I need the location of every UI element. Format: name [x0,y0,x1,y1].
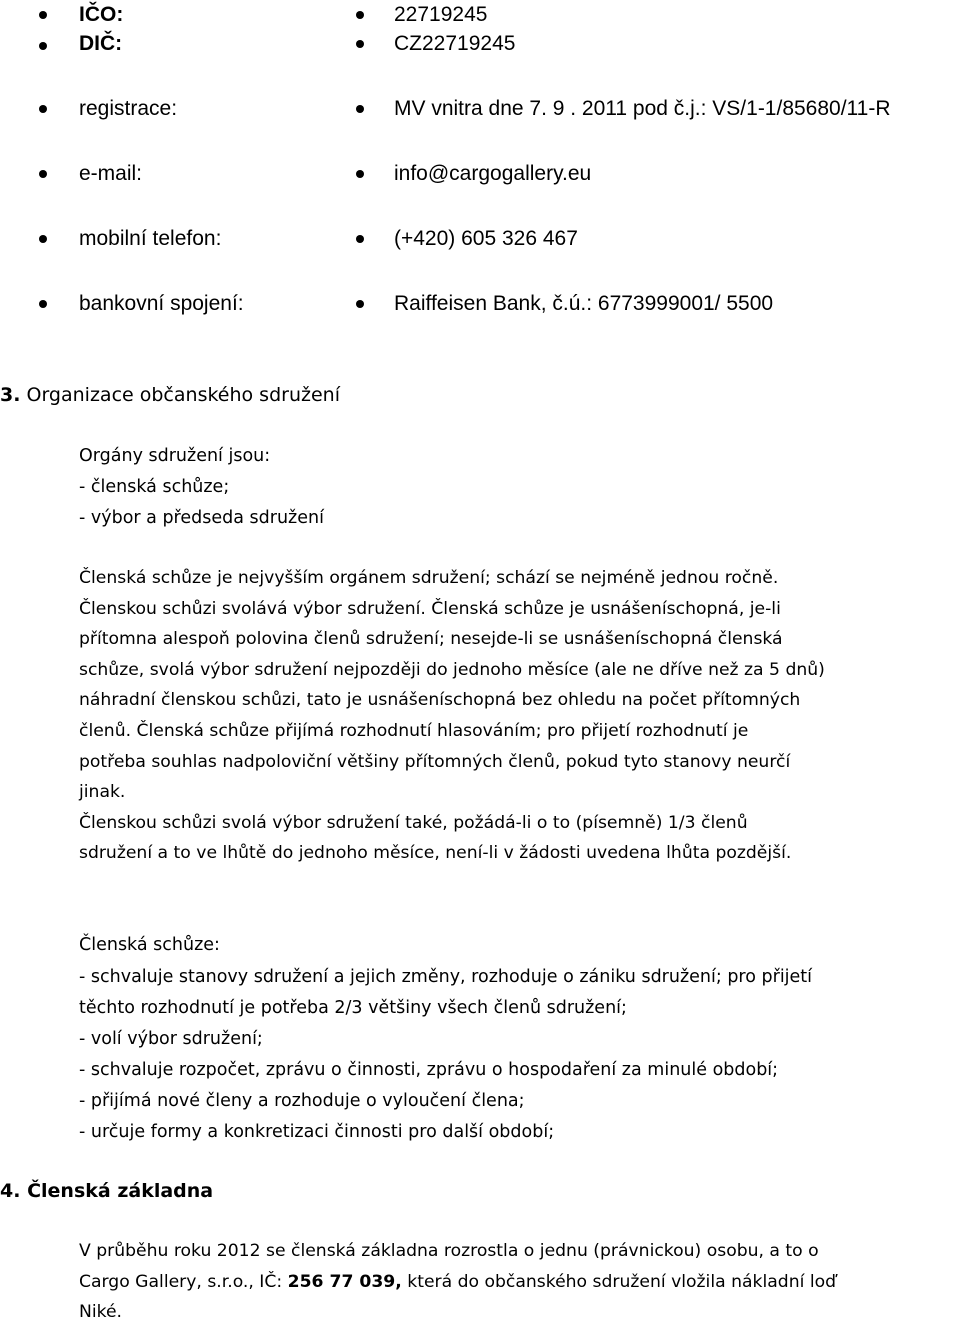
paragraph-line: členů. Členská schůze přijímá rozhodnutí hlasováním; pro přijetí rozhodnutí je [79,720,749,741]
paragraph-line: sdružení a to ve lhůtě do jednoho měsíce, není-li v žádosti uvedena lhůta pozdější. [79,843,792,864]
section-3-heading [0,380,340,410]
paragraph-line: Členskou schůzi svolává výbor sdružení. Členská schůze je usnášeníschopná, je-li [79,598,781,619]
info-value: info@cargogallery.eu [394,162,592,185]
bullet-icon [39,235,47,243]
bullet-icon [39,300,47,308]
duties-item: - schvaluje rozpočet, zprávu o činnosti, zprávu o hospodaření za minulé období; [79,1060,779,1080]
company-text-rest: která do občanského sdružení vložila nákladní loď [401,1271,837,1292]
duties-item: - volí výbor sdružení; [79,1029,263,1049]
bullet-icon [39,170,47,178]
bullet-icon [39,42,47,50]
bullet-icon [356,170,364,178]
info-row-bank [0,289,960,319]
paragraph-line: potřeba souhlas nadpoloviční většiny přítomných členů, pokud tyto stanovy neurčí [79,751,791,772]
section-number: 4. [0,1180,21,1202]
duties-item: - přijímá nové členy a rozhoduje o vyloučení člena; [79,1091,525,1111]
bullet-icon [39,11,47,19]
info-label: bankovní spojení: [79,292,244,315]
paragraph-line: jinak. [79,782,126,803]
info-row-email [0,159,960,189]
bullet-icon [356,235,364,243]
duties-item: - určuje formy a konkretizaci činnosti pro další období; [79,1122,555,1142]
paragraph-line: Niké. [79,1302,123,1323]
bullet-icon [39,105,47,113]
duties-item: těchto rozhodnutí je potřeba 2/3 většiny všech členů sdružení; [79,998,627,1018]
section-title: Členská základna [27,1180,214,1202]
paragraph-line: Členskou schůzi svolá výbor sdružení také, požádá-li o to (písemně) 1/3 členů [79,812,748,833]
paragraph-line: náhradní členskou schůzi, tato je usnášeníschopná bez ohledu na počet přítomných [79,690,801,711]
info-value: MV vnitra dne 7. 9 . 2011 pod č.j.: VS/1-1/85680/11-R [394,97,891,120]
info-row-ico [0,0,960,30]
info-label: e-mail: [79,162,143,185]
info-value: 22719245 [394,3,488,26]
paragraph-membership-meeting [79,563,955,869]
bullet-icon [356,300,364,308]
bullet-icon [356,11,364,19]
duties-intro: Členská schůze: [79,935,220,955]
bullet-icon [356,40,364,48]
section-title: Organizace občanského sdružení [26,384,340,406]
organs-intro: Orgány sdružení jsou: [79,446,271,466]
paragraph-line: Členská schůze je nejvyšším orgánem sdružení; schází se nejméně jednou ročně. [79,568,779,588]
organs-item: - členská schůze; [79,477,230,497]
info-label: DIČ: [79,32,123,55]
info-value: (+420) 605 326 467 [394,227,578,250]
info-label: mobilní telefon: [79,227,222,250]
section-number: 3. [0,384,21,406]
company-text: Cargo Gallery, s.r.o., IČ: [79,1271,288,1292]
section-4-heading [0,1176,213,1206]
info-row-mobile [0,224,960,254]
info-label: IČO: [79,3,124,26]
paragraph-line: V průběhu roku 2012 se členská základna rozrostla o jednu (právnickou) osobu, a to o [79,1241,819,1261]
info-value: Raiffeisen Bank, č.ú.: 6773999001/ 5500 [394,292,774,315]
paragraph-line: schůze, svolá výbor sdružení nejpozději do jednoho měsíce (ale ne dříve než za 5 dnů) [79,659,825,680]
duties-item: - schvaluje stanovy sdružení a jejich změny, rozhoduje o zániku sdružení; pro přijetí [79,967,813,987]
info-row-registrace [0,94,960,124]
paragraph-membership-base [79,1236,955,1328]
paragraph-line [79,1267,955,1298]
paragraph-line: přítomna alespoň polovina členů sdružení; nesejde-li se usnášeníschopná členská [79,629,783,650]
info-value: CZ22719245 [394,32,516,55]
company-ico: 256 77 039, [287,1271,402,1292]
organs-item: - výbor a předseda sdružení [79,508,324,528]
bullet-icon [356,105,364,113]
info-row-dic [0,29,960,59]
info-label: registrace: [79,97,178,120]
